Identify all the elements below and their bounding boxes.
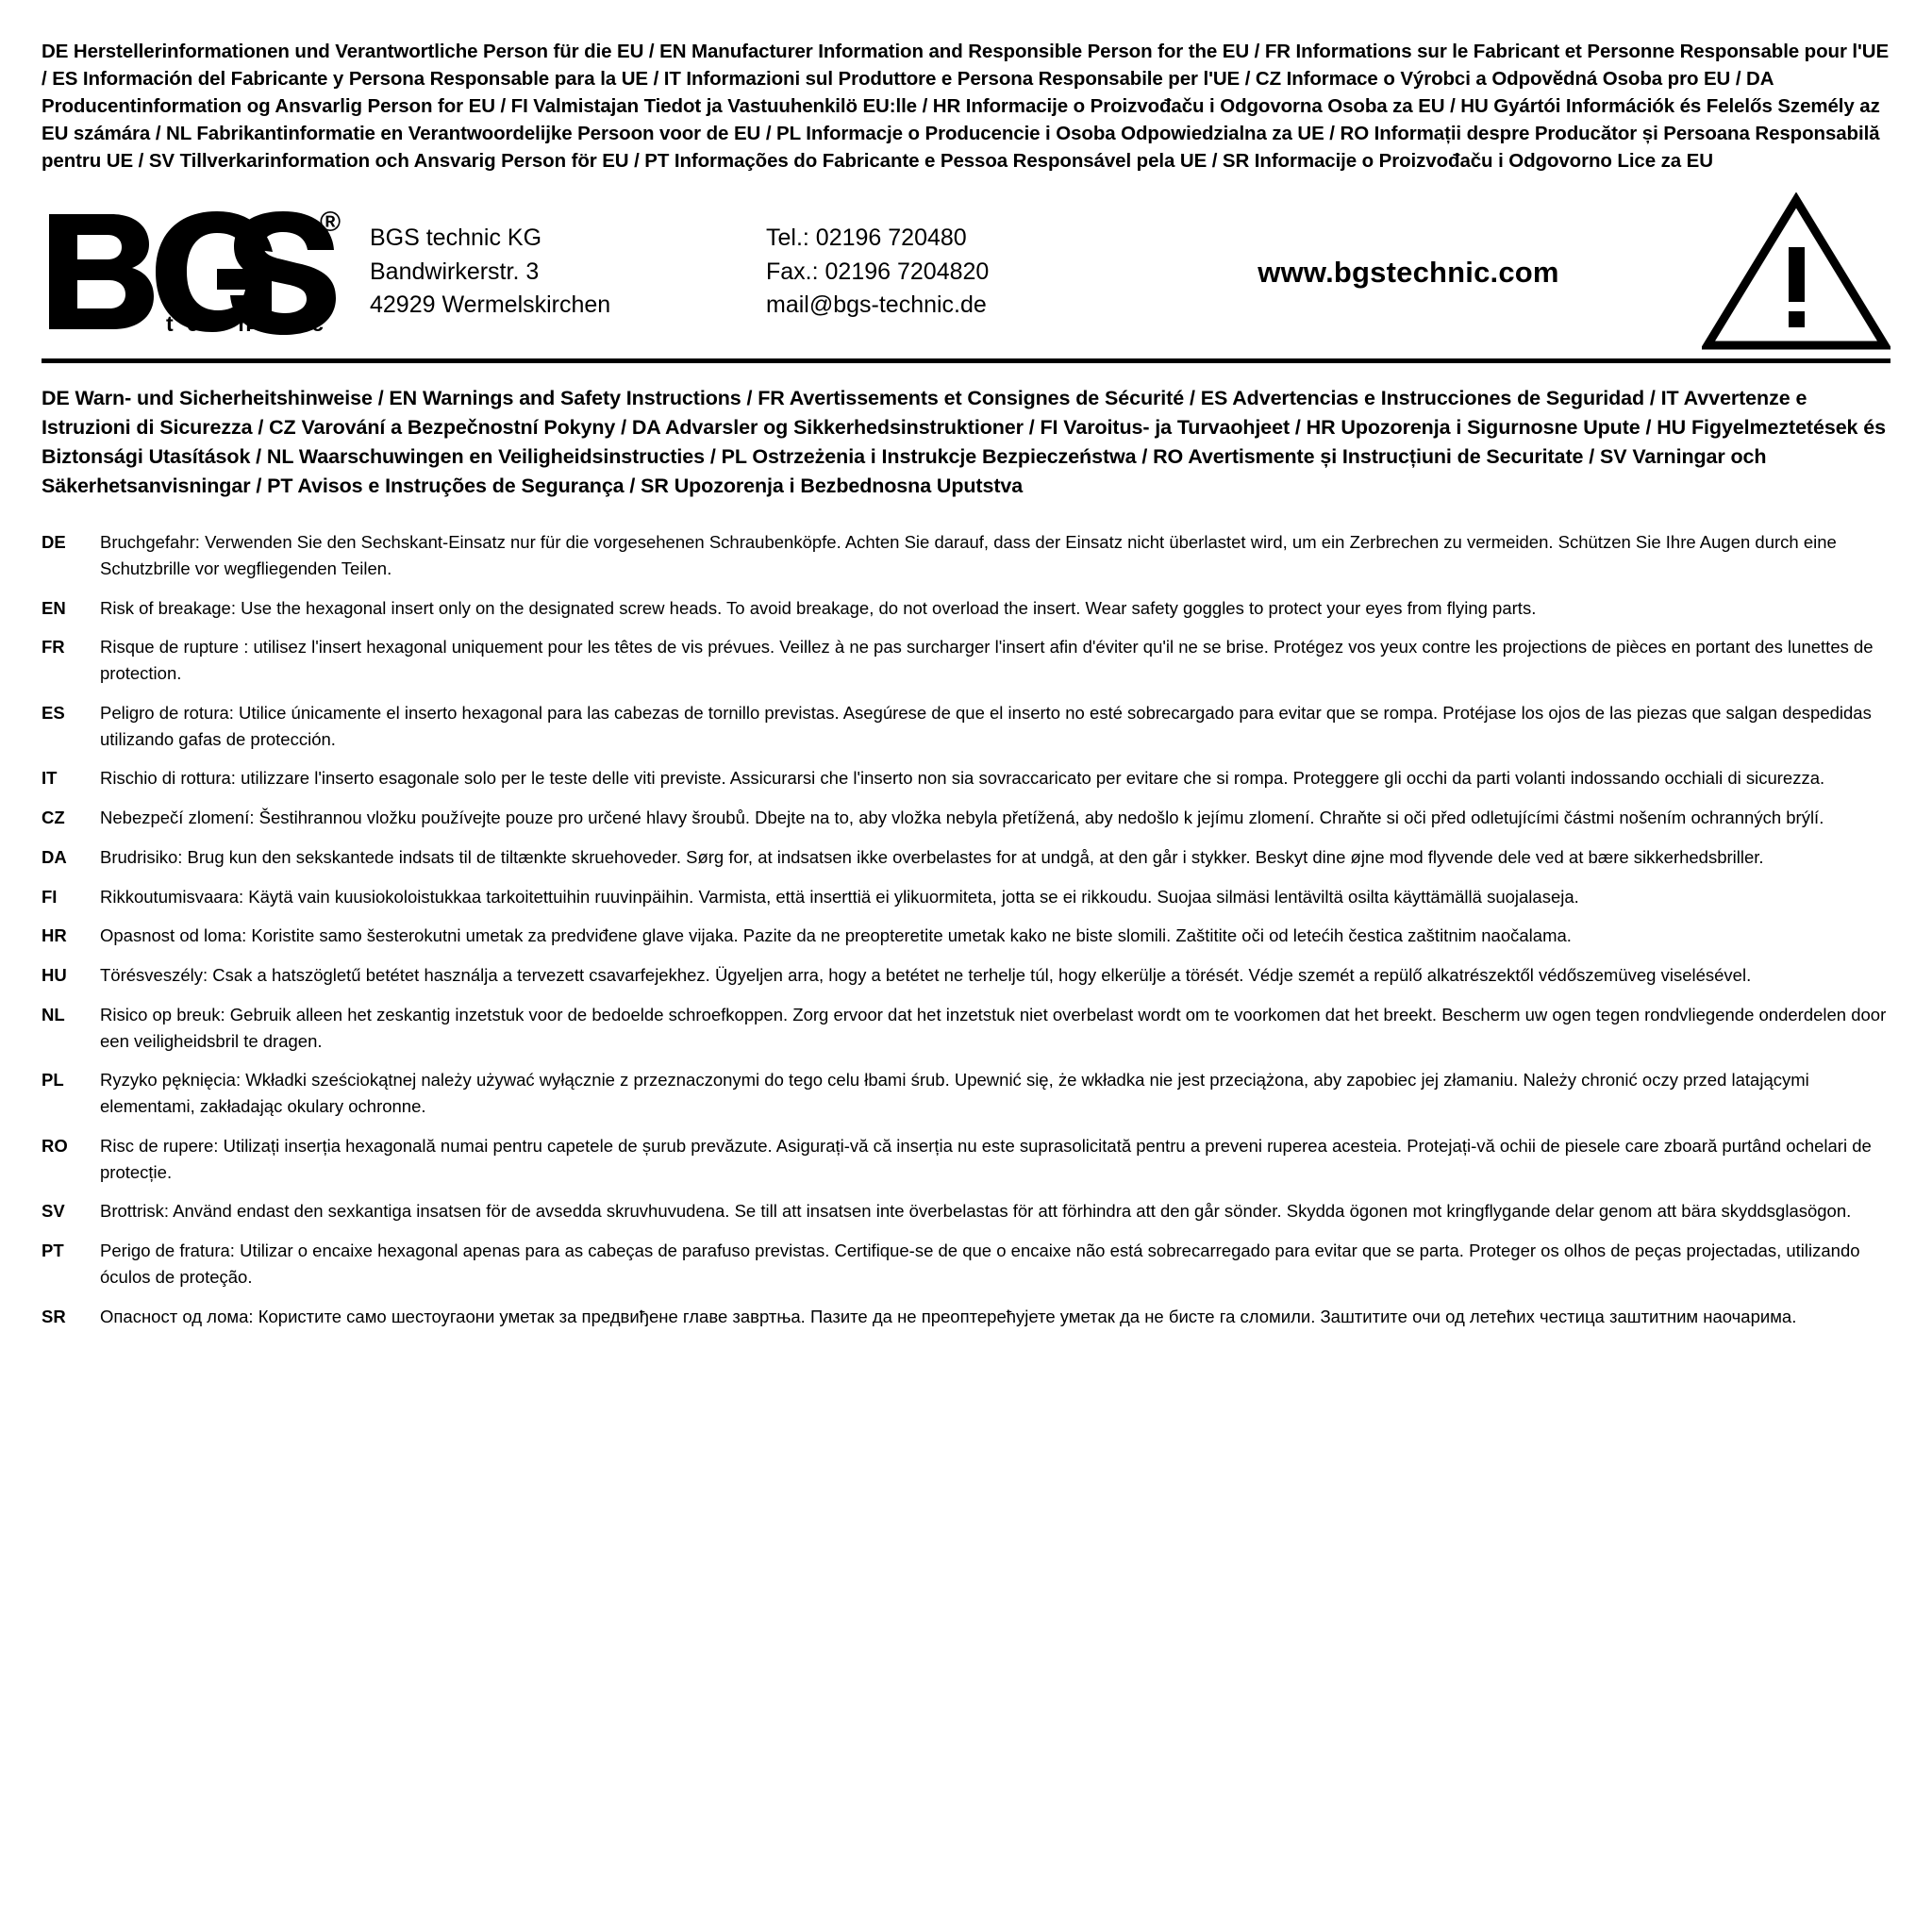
language-code: DA [42, 846, 67, 867]
header-divider [42, 358, 1890, 363]
list-item [42, 1238, 1890, 1291]
language-text: Bruchgefahr: Verwenden Sie den Sechskant-Einsatz nur für die vorgesehenen Schraubenköpfe. Achten Sie darauf, dass der Einsatz nicht überlastet wird, um ein Zerbrechen zu vermeiden. Schützen Sie Ihre Augen durch eine Schutzbrille vor wegfliegenden Teilen. [100, 532, 1837, 578]
company-tel: Tel.: 02196 720480 [766, 225, 967, 252]
language-text: Törésveszély: Csak a hatszögletű betétet használja a tervezett csavarfejekhez. Ügyeljen arra, hogy a betétet ne terhelje túl, hogy elkerülje a törését. Védje szemét a repülő alkatrészektől védőszemüveg viselésével. [100, 965, 1752, 986]
list-item [42, 595, 1890, 622]
logo-subtext: t e c h n i c [166, 310, 327, 336]
company-fax: Fax.: 02196 7204820 [766, 258, 990, 285]
list-item [42, 923, 1890, 949]
list-item [42, 884, 1890, 910]
bgs-logo-graphic [42, 207, 343, 339]
warning-triangle-icon [1674, 192, 1890, 353]
language-text: Risico op breuk: Gebruik alleen het zeskantig inzetstuk voor de bedoelde schroefkoppen. Zorg ervoor dat het inzetstuk niet overbelast wordt om te voorkomen dat het breekt. Bescherm uw ogen tegen rondvliegende onderdelen door een veiligheidsbril te dragen. [100, 1004, 1887, 1051]
language-text: Brudrisiko: Brug kun den sekskantede indsats til de tiltænkte skruehoveder. Sørg for, at indsatsen ikke overbelastes for at undgå, at den går i stykker. Beskyt dine øjne mod flyvende dele ved at bære sikkerhedsbriller. [100, 846, 1764, 867]
list-item [42, 805, 1890, 831]
language-code: CZ [42, 808, 65, 828]
language-code: ES [42, 702, 65, 723]
language-code: RO [42, 1135, 68, 1156]
language-text: Opasnost od loma: Koristite samo šesterokutni umetak za predviđene glave vijaka. Pazite da ne preopteretite umetak kako ne biste slomili. Zaštitite oči od letećih čestica zaštitnim naočalama. [100, 925, 1572, 946]
language-text: Rischio di rottura: utilizzare l'inserto esagonale solo per le teste delle viti previste. Assicurarsi che l'inserto non sia sovraccaricato per evitare che si rompa. Proteggere gli occhi da parti volanti indossando occhiali di sicurezza. [100, 768, 1825, 789]
bgs-logo [42, 207, 362, 339]
company-street: Bandwirkerstr. 3 [370, 258, 540, 285]
list-item [42, 1002, 1890, 1055]
language-code: HU [42, 965, 67, 986]
language-text: Nebezpečí zlomení: Šestihrannou vložku používejte pouze pro určené hlavy šroubů. Dbejte na to, aby vložka nebyla přetížená, aby nedošlo k jejímu zlomení. Chraňte si oči před odletujícími částmi nošením ochranných brýlí. [100, 808, 1824, 828]
language-text: Perigo de fratura: Utilizar o encaixe hexagonal apenas para as cabeças de parafuso previstas. Certifique-se de que o encaixe não está sobrecarregado para evitar que se parta. Proteger os olhos de peças projectadas, utilizando óculos de proteção. [100, 1241, 1860, 1287]
list-item [42, 634, 1890, 687]
list-item [42, 1067, 1890, 1120]
language-code: FR [42, 637, 65, 658]
registered-mark: ® [320, 206, 341, 238]
language-code: IT [42, 768, 58, 789]
company-address [362, 222, 766, 323]
list-item [42, 1198, 1890, 1224]
language-text: Brottrisk: Använd endast den sexkantiga insatsen för de avsedda skruvhuvudena. Se till att insatsen inte överbelastas för att förhindra att den går sönder. Skydda ögonen mot kringflygande delar genom att bära skyddsglasögon. [100, 1201, 1852, 1222]
language-text: Risque de rupture : utilisez l'insert hexagonal uniquement pour les têtes de vis prévues. Veillez à ne pas surcharger l'insert afin d'éviter qu'il ne se brise. Protégez vos yeux contre les projections de pièces en portant des lunettes de protection. [100, 637, 1874, 684]
language-text: Ryzyko pęknięcia: Wkładki sześciokątnej należy używać wyłącznie z przeznaczonymi do tego celu łbami śrub. Upewnić się, że wkładka nie jest przeciążona, aby zapobiec jej złamaniu. Należy chronić oczy przed latającymi elementami, zakładając okulary ochronne. [100, 1070, 1809, 1117]
language-text: Rikkoutumisvaara: Käytä vain kuusiokoloistukkaa tarkoitettuihin ruuvinpäihin. Varmista, että inserttiä ei ylikuormiteta, jotta se ei rikkoudu. Suojaa silmäsi lentäviltä osilta käyttämällä suojalaseja. [100, 886, 1579, 907]
language-code: SR [42, 1306, 66, 1326]
list-item [42, 962, 1890, 989]
language-text: Risk of breakage: Use the hexagonal insert only on the designated screw heads. To avoid breakage, do not overload the insert. Wear safety goggles to protect your eyes from flying parts. [100, 597, 1537, 618]
company-city: 42929 Wermelskirchen [370, 291, 611, 319]
list-item [42, 1133, 1890, 1186]
list-item [42, 700, 1890, 753]
warnings-heading: DE Warn- und Sicherheitshinweise / EN Warnings and Safety Instructions / FR Avertissements et Consignes de Sécurité / ES Advertencias e Instrucciones de Seguridad / IT Avvertenze e Istruzioni di Sicurezza / CZ Varování a Bezpečnostní Pokyny / DA Advarsler og Sikkerhedsinstruktioner / FI Varoitus- ja Turvaohjeet / HR Upozorenja i Sigurnosne Upute / HU Figyelmeztetések és Biztonsági Utasítások / NL Waarschuwingen en Veiligheidsinstructies / PL Ostrzeżenia i Instrukcje Bezpieczeństwa / RO Avertismente și Instrucțiuni de Securitate / SV Varningar och Säkerhetsanvisningar / PT Avisos e Instruções de Segurança / SR Upozorenja i Bezbednosna Uputstva [42, 386, 1887, 498]
list-item [42, 529, 1890, 582]
company-website: www.bgstechnic.com [1257, 255, 1559, 289]
language-code: HR [42, 925, 67, 946]
language-code: PT [42, 1241, 64, 1261]
company-contact [766, 222, 1143, 323]
language-text: Peligro de rotura: Utilice únicamente el inserto hexagonal para las cabezas de tornillo previstas. Asegúrese de que el inserto no esté sobrecargado para evitar que se rompa. Protéjase los ojos de las piezas que salgan despedidas utilizando gafas de protección. [100, 702, 1872, 749]
language-text: Risc de rupere: Utilizați inserția hexagonală numai pentru capetele de șurub prevăzute. Asigurați-vă că inserția nu este suprasolicitată pentru a preveni ruperea acesteia. Protejați-vă ochii de piesele care zboară purtând ochelari de protecție. [100, 1135, 1872, 1182]
company-info-block [42, 192, 1890, 353]
language-paragraph-list [42, 529, 1890, 1329]
language-code: SV [42, 1201, 65, 1222]
warning-triangle-graphic [1702, 192, 1890, 353]
language-text: Опасност од лома: Користите само шестоугаони уметак за предвиђене главе завртња. Пазите да не преоптерећујете уметак да не бисте га сломили. Заштитите очи од летећих честица заштитним наочарима. [100, 1306, 1797, 1326]
company-name: BGS technic KG [370, 225, 542, 252]
language-code: NL [42, 1004, 65, 1024]
language-code: PL [42, 1070, 64, 1091]
list-item [42, 765, 1890, 791]
language-code: EN [42, 597, 66, 618]
company-email: mail@bgs-technic.de [766, 291, 987, 319]
language-code: FI [42, 886, 58, 907]
manufacturer-info-heading: DE Herstellerinformationen und Verantwortliche Person für die EU / EN Manufacturer Information and Responsible Person for the EU / FR Informations sur le Fabricant et Personne Responsable pour l'UE / ES Información del Fabricante y Persona Responsable para la UE / IT Informazioni sul Produttore e Persona Responsabile per l'UE / CZ Informace o Výrobci a Odpovědná Osoba pro EU / DA Producentinformation og Ansvarlig Person for EU / FI Valmistajan Tiedot ja Vastuuhenkilö EU:lle / HR Informacije o Proizvođaču i Odgovorna Osoba za EU / HU Gyártói Információk és Felelős Személy az EU számára / NL Fabrikantinformatie en Verantwoordelijke Persoon voor de EU / PL Informacje o Producencie i Osoba Odpowiedzialna za UE / RO Informații despre Producător și Persoana Responsabilă pentru UE / SV Tillverkarinformation och Ansvarig Person för EU / PT Informações do Fabricante e Pessoa Responsável pela UE / SR Informacije o Proizvođaču i Odgovorno Lice za EU [42, 41, 1890, 173]
list-item [42, 1304, 1890, 1330]
list-item [42, 844, 1890, 871]
language-code: DE [42, 532, 66, 553]
